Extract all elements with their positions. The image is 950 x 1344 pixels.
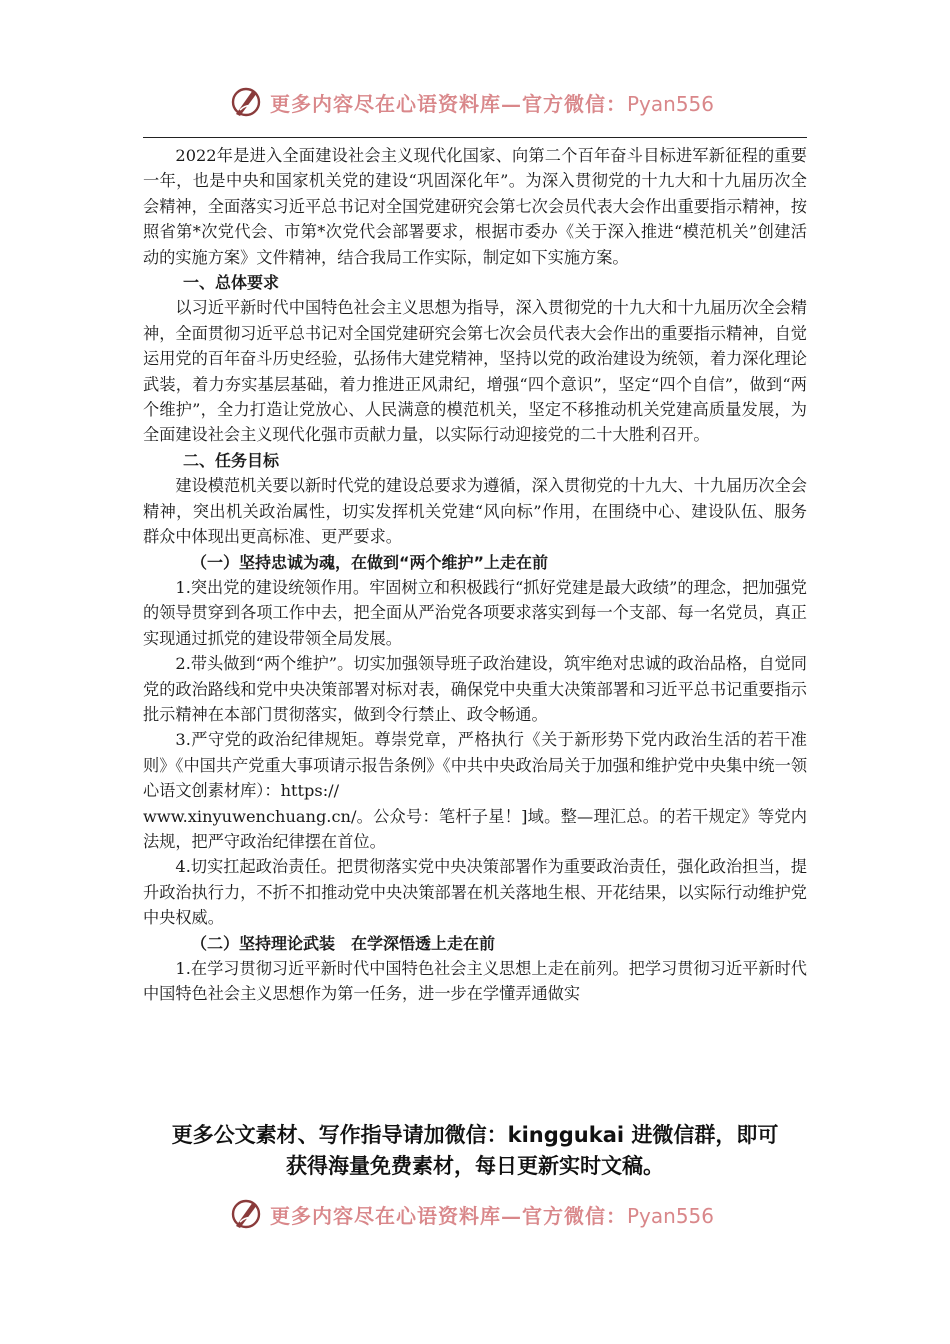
banner-text: 更多内容尽在心语资料库—官方微信：Pyan556	[270, 91, 715, 116]
footer-banner	[0, 1194, 950, 1234]
item-paragraph: 1.突出党的建设统领作用。牢固树立和积极践行“抓好党建是最大政绩”的理念，把加强党的领导贯穿到各项工作中去，把全面从严治党各项要求落实到每一个支部、每一名党员，真正实现通过抓党的建设带领全局发展。	[143, 577, 807, 648]
promo-line: 更多公文素材、写作指导请加微信：kinggukai 进微信群，即可	[171, 1123, 779, 1147]
item-paragraph-continued: www.xinyuwenchuang.cn/。公众号：笔杆子星！]域。整—理汇总。的若干规定》等党内法规，把严守政治纪律摆在首位。	[143, 806, 807, 851]
intro-paragraph: 2022年是进入全面建设社会主义现代化国家、向第二个百年奋斗目标进军新征程的重要一年，也是中央和国家机关党的建设“巩固深化年”。为深入贯彻党的十九大和十九届历次全会精神，全面落实习近平总书记对全国党建研究会第七次会员代表大会作出重要指示精神，按照省第*次党代会、市第*次党代会部署要求，根据市委办《关于深入推进“模范机关”创建活动的实施方案》文件精神，结合我局工作实际，制定如下实施方案。	[143, 146, 807, 267]
promo-line: 获得海量免费素材，每日更新实时文稿。	[286, 1154, 664, 1178]
header-divider	[143, 137, 807, 138]
section1-paragraph: 以习近平新时代中国特色社会主义思想为指导，深入贯彻党的十九大和十九届历次全会精神，全面贯彻习近平总书记对全国党建研究会第七次会员代表大会作出的重要指示精神，自觉运用党的百年奋斗历史经验，弘扬伟大建党精神，坚持以党的政治建设为统领，着力深化理论武装，着力夯实基层基础，着力推进正风肃纪，增强“四个意识”，坚定“四个自信”，做到“两个维护”，全力打造让党放心、人民满意的模范机关，坚定不移推动机关党建高质量发展，为全面建设社会主义现代化强市贡献力量，以实际行动迎接党的二十大胜利召开。	[143, 298, 807, 445]
promo-notice	[0, 1120, 950, 1182]
pen-logo-icon	[228, 1196, 264, 1232]
item-paragraph: 1.在学习贯彻习近平新时代中国特色社会主义思想上走在前列。把学习贯彻习近平新时代中国特色社会主义思想作为第一任务，进一步在学懂弄通做实	[143, 959, 807, 1004]
pen-logo-icon	[228, 84, 264, 120]
document-body	[143, 143, 807, 1007]
subsection-heading-theory: （二）坚持理论武装 在学深悟透上走在前	[191, 933, 496, 953]
subsection-heading-loyalty: （一）坚持忠诚为魂，在做到“两个维护”上走在前	[191, 552, 549, 572]
item-paragraph: 4.切实扛起政治责任。把贯彻落实党中央决策部署作为重要政治责任，强化政治担当，提升政治执行力，不折不扣推动党中央决策部署在机关落地生根、开花结果，以实际行动维护党中央权威。	[143, 857, 807, 928]
section-heading-general-requirements: 一、总体要求	[183, 273, 280, 293]
section2-paragraph: 建设模范机关要以新时代党的建设总要求为遵循，深入贯彻党的十九大、十九届历次全会精神，突出机关政治属性，切实发挥机关党建“风向标”作用，在围绕中心、建设队伍、服务群众中体现出更高标准、更严要求。	[143, 476, 807, 547]
banner-text: 更多内容尽在心语资料库—官方微信：Pyan556	[270, 1203, 715, 1228]
item-paragraph: 3.严守党的政治纪律规矩。尊崇党章，严格执行《关于新形势下党内政治生活的若干准则》《中国共产党重大事项请示报告条例》《中共中央政治局关于加强和维护党中央集中统一领心语文创素材库）：https://	[143, 730, 807, 801]
section-heading-task-goals: 二、任务目标	[183, 450, 280, 470]
item-paragraph: 2.带头做到“两个维护”。切实加强领导班子政治建设，筑牢绝对忠诚的政治品格，自觉同党的政治路线和党中央决策部署对标对表，确保党中央重大决策部署和习近平总书记重要指示批示精神在本部门贯彻落实，做到令行禁止、政令畅通。	[143, 654, 807, 724]
header-banner	[0, 82, 950, 122]
